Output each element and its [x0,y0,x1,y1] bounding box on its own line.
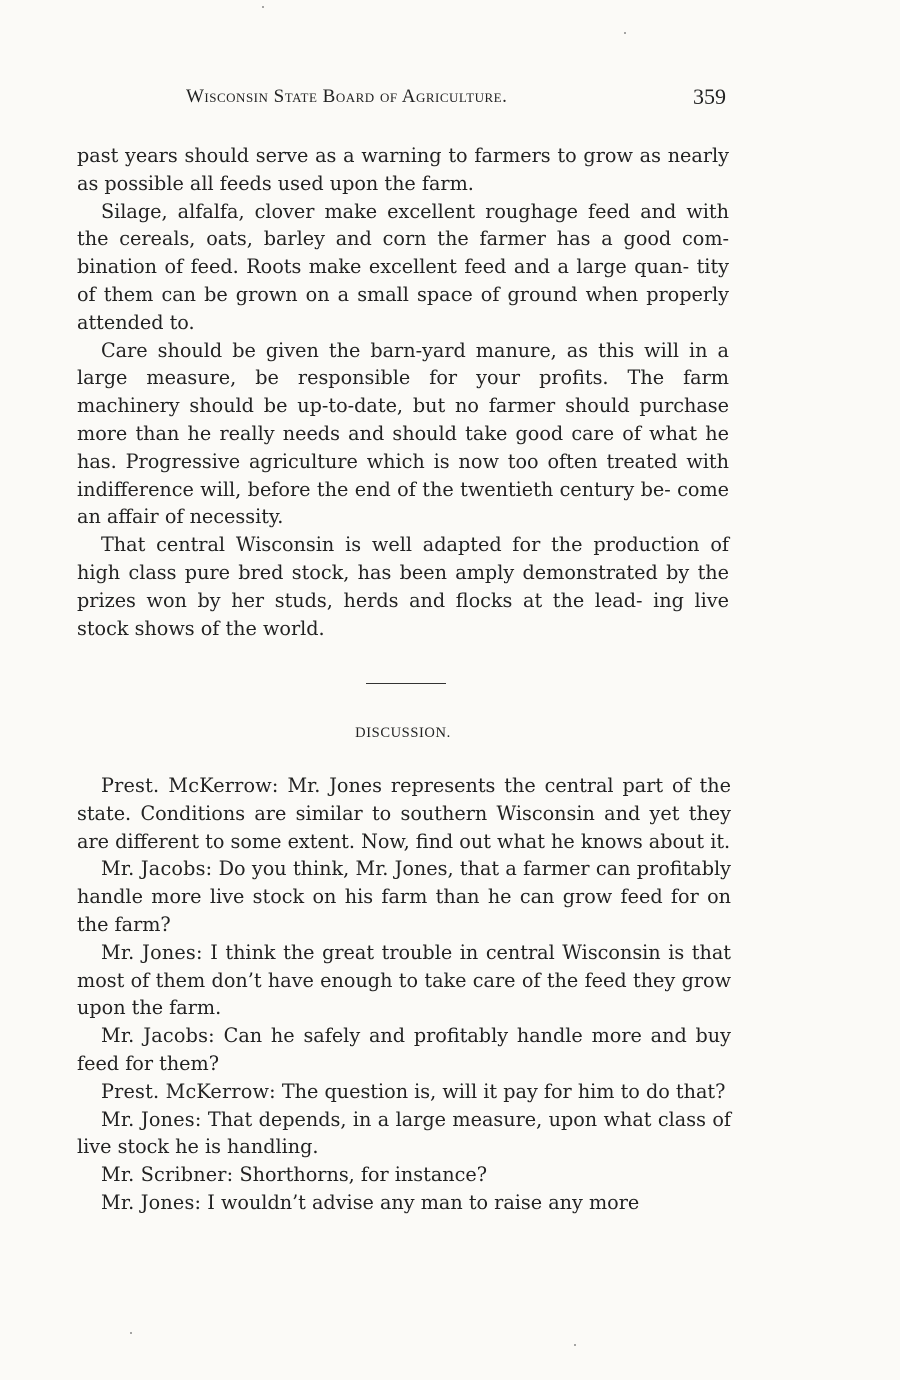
discussion-entry [77,1189,731,1217]
discussion-entry [77,1106,731,1162]
discussion-entry [77,1022,731,1078]
body-text [77,142,729,642]
section-heading: DISCUSSION. [355,725,451,741]
speaker-name: Mr. Jones: [101,940,203,964]
speaker-name: Mr. Jones: [101,1107,202,1131]
speech-text: Mr. Jones represents the central part of the state. Conditions are similar to southern Wisconsin and yet they are different to some extent. Now, find out what he knows about it. [77,774,731,853]
running-head-title: Wisconsin State Board of Agriculture. [186,86,508,107]
speaker-name: Prest. McKerrow: [101,1079,276,1103]
scan-speck [574,1344,576,1346]
discussion-entry [77,939,731,1022]
speech-text: Can he safely and profitably handle more and buy feed for them? [77,1024,732,1075]
discussion-entry [77,772,731,855]
speech-text: That depends, in a large measure, upon what class of live stock he is handling. [77,1107,731,1159]
paragraph: past years should serve as a warning to farmers to grow as nearly as possible all feeds used upon the farm. [77,144,729,195]
speech-text: The question is, will it pay for him to do that? [281,1079,726,1103]
speaker-name: Mr. Scribner: [101,1163,234,1187]
scan-speck [624,32,626,34]
speaker-name: Mr. Jacobs: [101,1024,215,1048]
speech-text: Shorthorns, for instance? [239,1163,488,1187]
paragraph: That central Wisconsin is well adapted for the production of high class pure bred stock, has been amply demonstrated by the prizes won by her studs, herds and flocks at the lead- ing live stock shows of the world. [77,533,729,640]
speech-text: I think the great trouble in central Wisconsin is that most of them don’t have enough to take care of the feed they grow upon the farm. [77,940,731,1020]
page-number: 359 [693,84,726,109]
section-divider [366,683,446,684]
discussion-transcript [77,772,731,1217]
speaker-name: Mr. Jones: [101,1190,202,1214]
discussion-entry [77,1161,731,1189]
scan-speck [262,6,264,8]
running-head [76,86,726,116]
speaker-name: Prest. McKerrow: [101,774,279,797]
discussion-entry [77,855,731,938]
discussion-entry [77,1078,731,1106]
scan-speck [130,1332,132,1334]
speaker-name: Mr. Jacobs: [101,857,213,881]
paragraph: Silage, alfalfa, clover make excellent roughage feed and with the cereals, oats, barley and corn the farmer has a good com- bination of feed. Roots make excellent feed and a large quan- tity of them can be grown on a small space of ground when properly attended to. [77,199,729,334]
speech-text: Do you think, Mr. Jones, that a farmer can profitably handle more live stock on his farm than he can grow feed for on the farm? [77,857,731,936]
speech-text: I wouldn’t advise any man to raise any more [207,1190,640,1214]
paragraph: Care should be given the barn-yard manure, as this will in a large measure, be responsible for your profits. The farm machinery should be up-to-date, but no farmer should purchase more than he really needs and should take good care of what he has. Progressive agriculture which is now too often treated with indifference will, before the end of the twentieth century be- come an affair of necessity. [77,338,729,529]
